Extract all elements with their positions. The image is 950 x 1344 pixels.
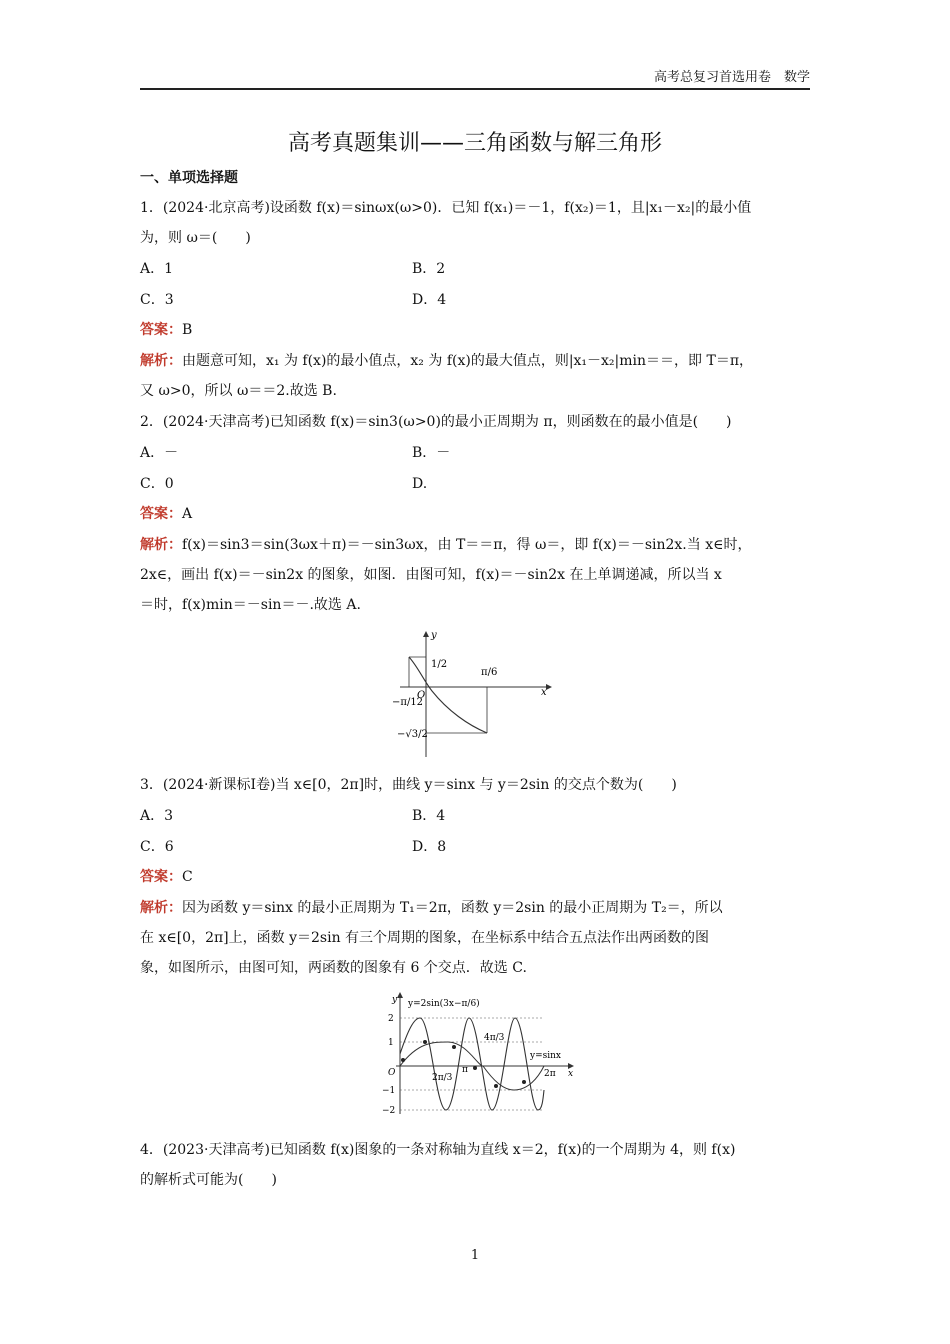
q1-explanation-line1 (140, 351, 812, 371)
q2-option-c: C．0 (140, 476, 174, 492)
header-text: 高考总复习首选用卷 数学 (653, 70, 810, 85)
tick-half: 1/2 (431, 659, 448, 670)
q3-option-c: C．6 (140, 839, 174, 855)
x-label: x (541, 687, 547, 698)
tick-2pi: 2π (544, 1069, 556, 1079)
q1-answer (140, 320, 812, 340)
intersection-point (452, 1045, 456, 1049)
q3-explanation-line1 (140, 898, 812, 918)
q3-option-d: D．8 (412, 839, 447, 855)
page-header (140, 66, 810, 90)
q3-option-a: A．3 (140, 808, 174, 824)
q1-option-d: D．4 (412, 292, 447, 308)
x-axis-arrow (546, 684, 552, 690)
intersection-point (423, 1040, 427, 1044)
q2-explanation-line3: ＝时，f(x)min＝－sin＝－.故选 A. (140, 597, 361, 613)
q1-option-b: B．2 (412, 261, 446, 277)
answer-label: 答案： (140, 506, 182, 522)
q2-stem-line1: 2．(2024·天津高考)已知函数 f(x)＝sin3(ω>0)的最小正周期为 π，则函数在的最小值是( ) (140, 414, 732, 430)
tick-neg-pi-over-12: −π/12 (392, 697, 424, 708)
page-title: 高考真题集训——三角函数与解三角形 (287, 131, 662, 156)
q2-explanation-line2: 2x∈，画出 f(x)＝－sin2x 的图象，如图．由图可知，f(x)＝－sin2x 在上单调递减，所以当 x (140, 567, 722, 583)
q3-explanation-line2: 在 x∈[0，2π]上，函数 y＝2sin 有三个周期的图象，在坐标系中结合五点法作出两函数的图 (140, 930, 710, 946)
intersection-point (494, 1084, 498, 1088)
section-heading: 一、单项选择题 (140, 170, 238, 186)
q2-option-a: A．－ (140, 445, 179, 461)
explanation-text: f(x)＝sin3＝sin(3ωx＋π)＝－sin3ωx，由 T＝＝π，得 ω＝，即 f(x)＝－sin2x.当 x∈时， (182, 537, 752, 553)
q2-answer (140, 504, 812, 524)
q1-stem-line1: 1．(2024·北京高考)设函数 f(x)＝sinωx(ω>0)．已知 f(x₁)＝－1，f(x₂)＝1，且|x₁－x₂|的最小值 (140, 200, 752, 216)
q1-option-c: C．3 (140, 292, 174, 308)
intersection-point (401, 1058, 405, 1062)
explanation-label: 解析： (140, 353, 182, 369)
explanation-text: 由题意可知，x₁ 为 f(x)的最小值点，x₂ 为 f(x)的最大值点，则|x₁－x₂|min＝＝，即 T＝π， (182, 353, 754, 369)
curve-label-sinx: y=sinx (530, 1051, 561, 1061)
q3-explanation-line3: 象，如图所示，由图可知，两函数的图象有 6 个交点．故选 C. (140, 960, 527, 976)
q2-graph-figure (392, 625, 558, 760)
q4-stem-line1: 4．(2023·天津高考)已知函数 f(x)图象的一条对称轴为直线 x＝2，f(x)的一个周期为 4，则 f(x) (140, 1142, 736, 1158)
q3-stem-line1: 3．(2024·新课标Ⅰ卷)当 x∈[0，2π]时，曲线 y＝sinx 与 y＝2sin 的交点个数为( ) (140, 777, 677, 793)
y-label: y (392, 995, 398, 1005)
curve-2sin (400, 1018, 544, 1110)
q3-option-b: B．4 (412, 808, 446, 824)
tick-neg1: −1 (382, 1086, 396, 1096)
tick-neg2: −2 (382, 1106, 396, 1116)
tick-4pi-over-3: 4π/3 (484, 1033, 505, 1043)
q1-explanation-line2: 又 ω>0，所以 ω＝＝2.故选 B. (140, 383, 337, 399)
intersection-point (473, 1066, 477, 1070)
origin-label: O (417, 690, 426, 701)
y-axis-arrow (397, 992, 403, 998)
q2-option-b: B．－ (412, 445, 451, 461)
tick-pi-over-6: π/6 (481, 667, 498, 678)
answer-value: A (182, 506, 193, 522)
tick-1: 1 (388, 1038, 394, 1048)
q2-option-d: D. (412, 476, 428, 492)
x-label: x (568, 1069, 574, 1079)
tick-2: 2 (388, 1014, 394, 1024)
tick-2pi-over-3: 2π/3 (432, 1073, 453, 1083)
tick-neg-sqrt3-over-2: −√3/2 (397, 729, 428, 740)
y-label: y (431, 630, 437, 641)
explanation-label: 解析： (140, 537, 182, 553)
q2-explanation-line1 (140, 535, 812, 555)
q3-answer (140, 867, 812, 887)
page-number: 1 (470, 1248, 480, 1263)
explanation-label: 解析： (140, 900, 182, 916)
answer-value: B (182, 322, 193, 338)
q4-stem-line2: 的解析式可能为( ) (140, 1172, 277, 1188)
q1-stem-line2: 为，则 ω＝( ) (140, 230, 251, 246)
q1-option-a: A．1 (140, 261, 174, 277)
curve-label-2sin: y=2sin(3x−π/6) (408, 999, 480, 1009)
intersection-point (522, 1080, 526, 1084)
tick-pi: π (462, 1065, 468, 1075)
answer-label: 答案： (140, 869, 182, 885)
answer-value: C (182, 869, 193, 885)
answer-label: 答案： (140, 322, 182, 338)
origin-label: O (388, 1068, 396, 1078)
y-axis-arrow (423, 631, 429, 637)
explanation-text: 因为函数 y＝sinx 的最小正周期为 T₁＝2π，函数 y＝2sin 的最小正周期为 T₂＝，所以 (182, 900, 723, 916)
q3-graph-figure (378, 990, 578, 1118)
